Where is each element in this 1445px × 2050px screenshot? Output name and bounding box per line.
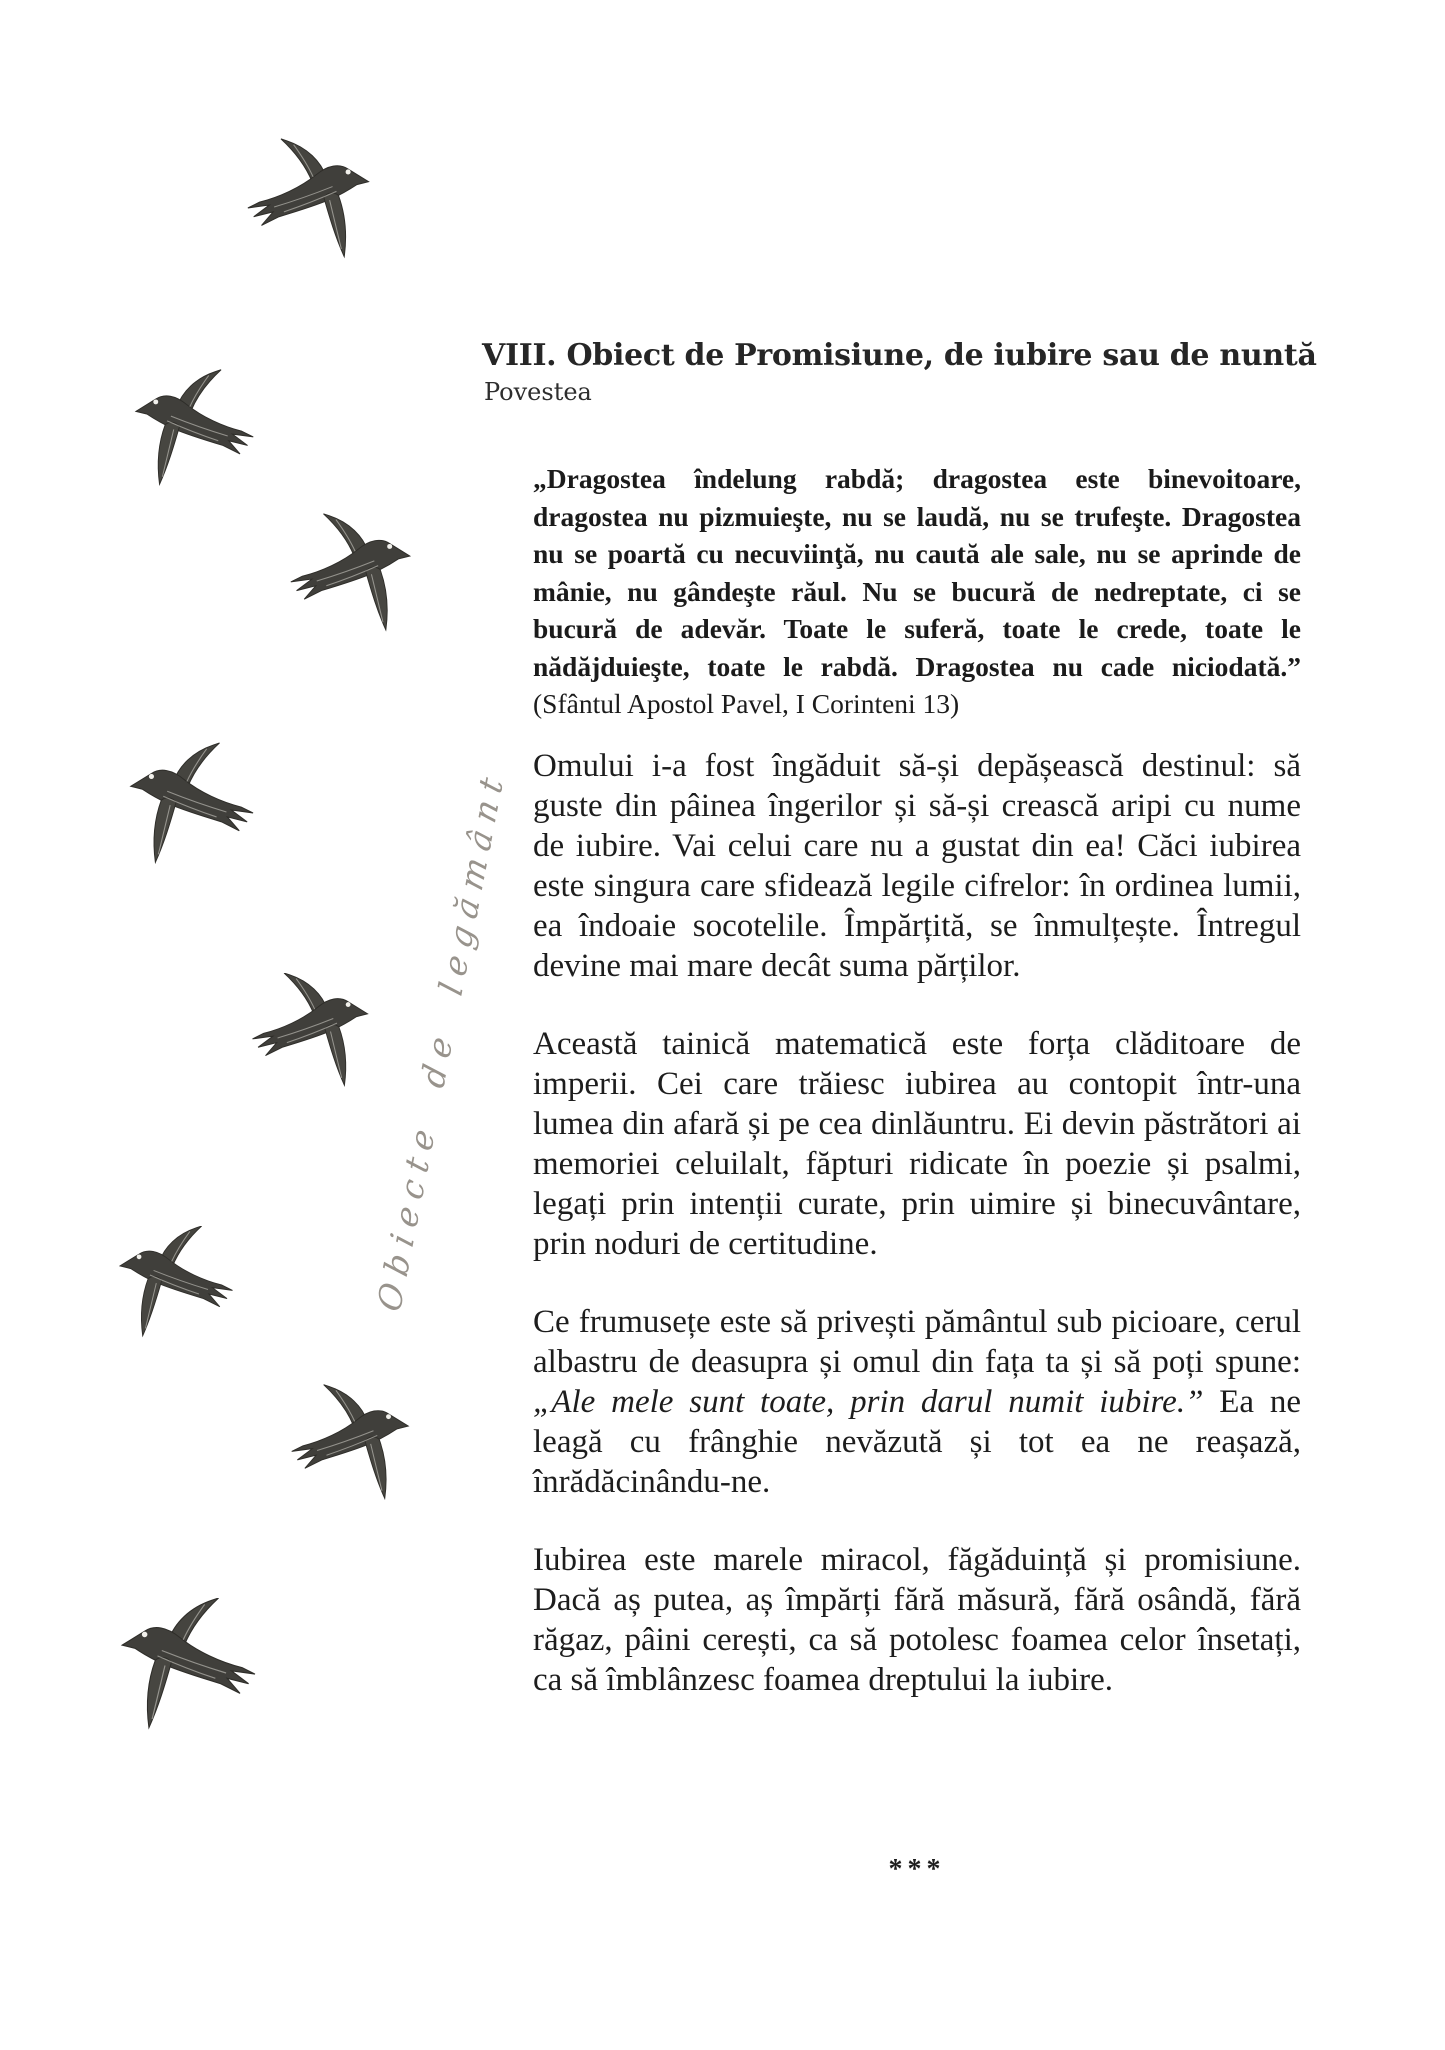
section-separator: *** [888,1854,946,1885]
body-paragraph [533,1024,1301,1264]
page-subtitle: Povestea [484,378,592,406]
flying-bird-illustration [110,742,258,882]
body-paragraph [533,1540,1301,1700]
quote-text: „Dragostea îndelung rabdă; dragostea este binevoitoare, dragostea nu pizmuieşte, nu se laudă, nu se trufeşte. Dragostea nu se poartă cu necuviinţă, nu caută ale sale, nu se aprinde de mânie, nu gândeşte răul. Nu se bucură de nedreptate, ci se bucură de adevăr. Toate le suferă, toate le crede, toate le nădăjduieşte, toate le rabdă. Dragostea nu cade niciodată.” [533,463,1301,682]
flying-bird-illustration [96,1598,264,1748]
flying-bird-illustration [286,505,430,657]
page-title: VIII. Obiect de Promisiune, de iubire sau de nuntă [482,338,1317,373]
paragraph-text: Ea ne leagă cu frânghie nevăzută și tot ea ne reașază, înrădăcinându-ne. [533,1384,1302,1500]
margin-script-note: Obiecte de legământ [369,764,513,1316]
paragraph-italic-quote: „Ale mele sunt toate, prin darul numit iubire.” [533,1384,1204,1420]
paragraph-text: Iubirea este marele miracol, făgăduință și promisiune. Dacă aș putea, aș împărți fără măsură, fără osândă, fără răgaz, pâini cerești, ca să potolesc foamea celor însetați, ca să îmblânzesc foamea dreptului la iubire. [533,1542,1301,1698]
flying-bird-illustration [116,368,258,504]
scripture-quote [533,460,1301,723]
body-text [533,746,1301,1700]
paragraph-text: Omului i-a fost îngăduit să-și depășească destinul: să guste din pâinea îngerilor și să-și crească aripi cu nume de iubire. Vai celui care nu a gustat din ea! Căci iubirea este singura care sfidează legile cifrelor: în ordinea lumii, ea îndoaie socotelile. Împărțită, se înmulțește. Întregul devine mai mare decât suma părților. [533,748,1301,984]
flying-bird-illustration [243,136,389,278]
body-paragraph [533,746,1301,986]
paragraph-text: Această tainică matematică este forța clăditoare de imperii. Cei care trăiesc iubirea au contopit într-una lumea din afară și pe cea dinlăuntru. Ei devin păstrători ai memoriei celuilalt, făpturi ridicate în poezie și psalmi, legați prin intenții curate, prin uimire și binecuvântare, prin noduri de certitudine. [533,1026,1301,1262]
paragraph-text: Ce frumusețe este să privești pământul sub picioare, cerul albastru de deasupra și omul din fața ta și să poți spune: [533,1304,1301,1380]
flying-bird-illustration [98,1226,240,1353]
quote-citation: (Sfântul Apostol Pavel, I Corinteni 13) [533,688,960,719]
body-paragraph [533,1302,1301,1502]
flying-bird-illustration [287,1382,428,1519]
flying-bird-illustration [245,973,390,1103]
